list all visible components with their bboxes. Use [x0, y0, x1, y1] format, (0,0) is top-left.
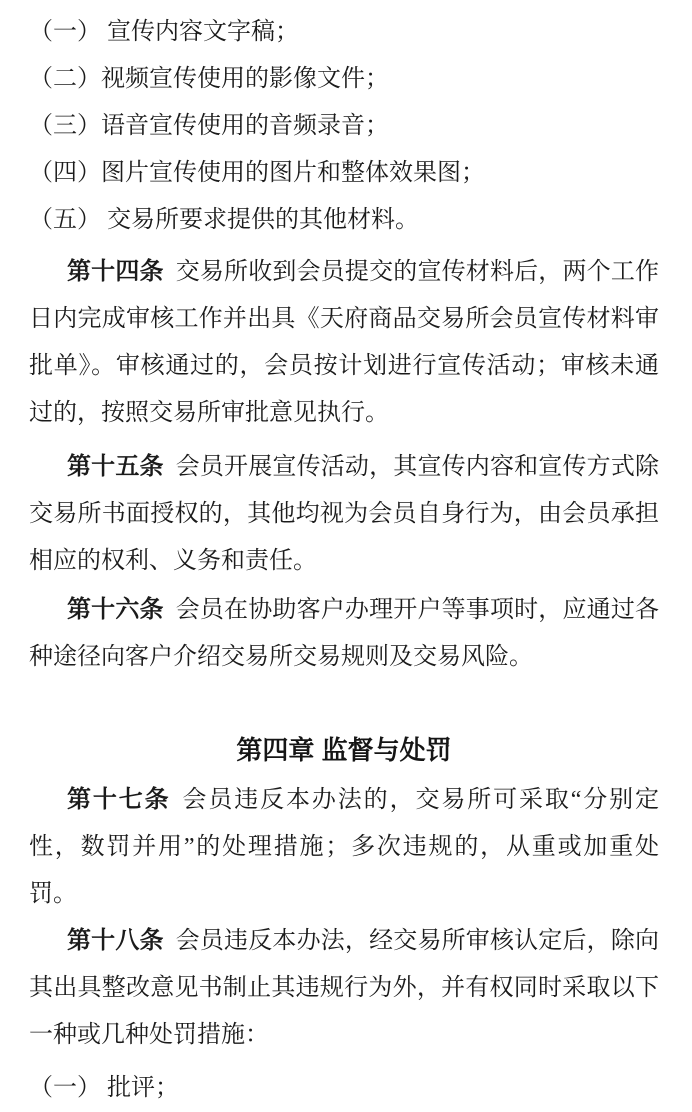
list-item-5: （五） 交易所要求提供的其他材料。: [29, 207, 419, 233]
article-14-label: 第十四条: [67, 259, 164, 285]
article-16: [29, 587, 659, 681]
article-14-text: 交易所收到会员提交的宣传材料后，两个工作日内完成审核工作并出具《天府商品交易所会员宣传材料审批单》。审核通过的，会员按计划进行宣传活动；审核未通过的，按照交易所审批意见执行。: [29, 259, 660, 426]
article-17: [29, 777, 659, 918]
article-18-text: 会员违反本办法，经交易所审核认定后，除向其出具整改意见书制止其违规行为外，并有权同时采取以下一种或几种处罚措施：: [29, 928, 660, 1048]
article-16-text: 会员在协助客户办理开户等事项时，应通过各种途径向客户介绍交易所交易规则及交易风险。: [29, 597, 660, 670]
list-item-punishment-1: （一） 批评；: [29, 1075, 179, 1101]
article-17-label: 第十七条: [67, 787, 171, 813]
list-item-1: （一） 宣传内容文字稿；: [29, 19, 299, 45]
article-18: [29, 918, 659, 1059]
article-17-text: 会员违反本办法的，交易所可采取“分别定性，数罚并用”的处理措施；多次违规的，从重或加重处罚。: [29, 787, 660, 907]
chapter-heading: 第四章 监督与处罚: [236, 735, 452, 765]
article-15: [29, 444, 659, 585]
list-item-2: （二）视频宣传使用的影像文件；: [29, 66, 389, 92]
list-item-4: （四）图片宣传使用的图片和整体效果图；: [29, 160, 485, 186]
article-15-text: 会员开展宣传活动，其宣传内容和宣传方式除交易所书面授权的，其他均视为会员自身行为，由会员承担相应的权利、义务和责任。: [29, 454, 660, 574]
article-16-label: 第十六条: [67, 597, 164, 623]
article-14: [29, 249, 659, 437]
article-15-label: 第十五条: [67, 454, 164, 480]
article-18-label: 第十八条: [67, 928, 164, 954]
list-item-3: （三）语音宣传使用的音频录音；: [29, 113, 389, 139]
